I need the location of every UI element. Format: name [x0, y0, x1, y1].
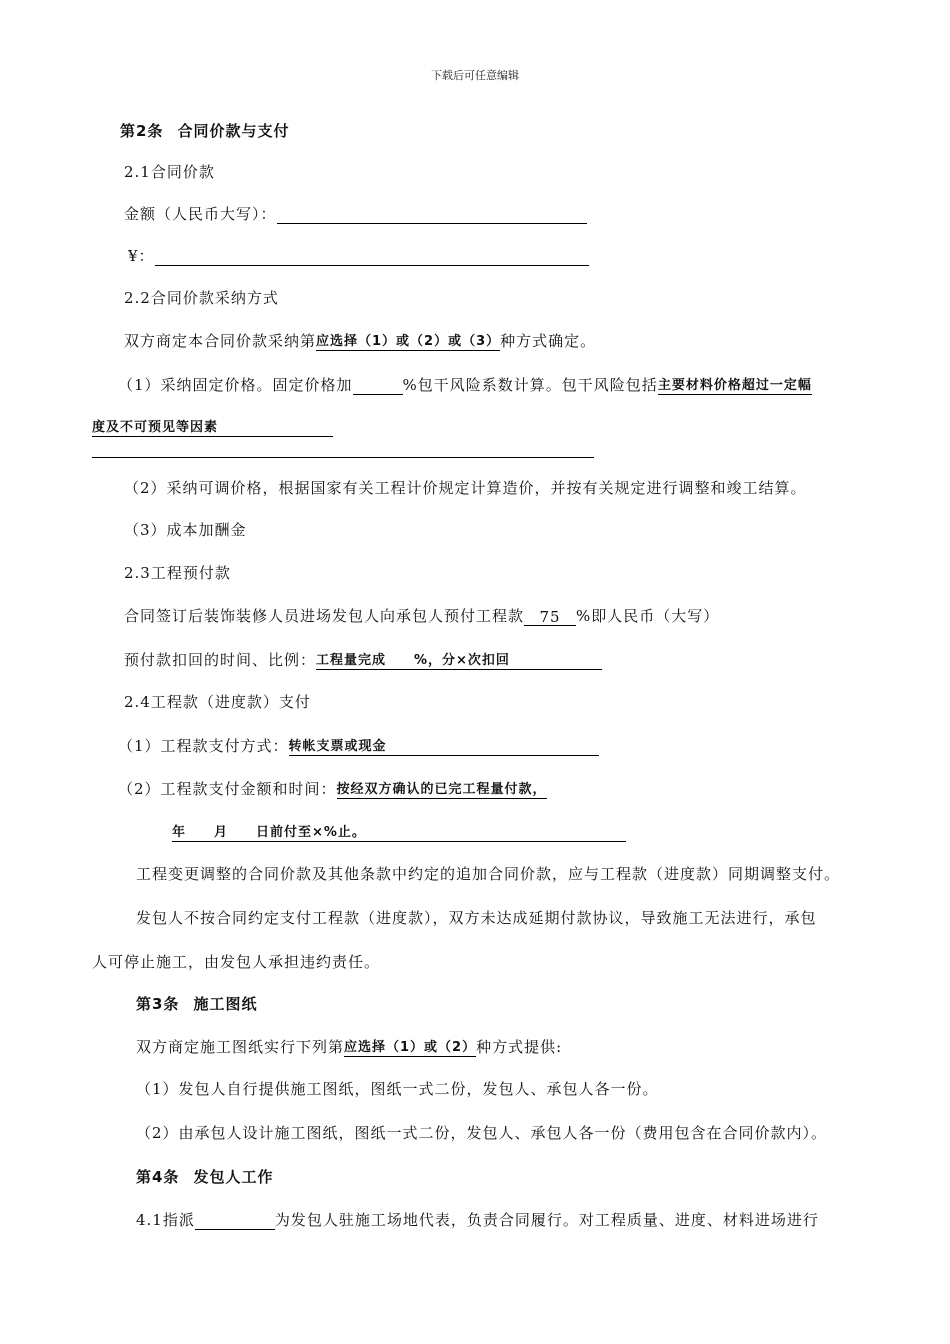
- section-4-title: 发包人工作: [193, 1168, 274, 1186]
- section-3-title: 施工图纸: [193, 995, 258, 1013]
- section-2-heading: [120, 121, 289, 141]
- payment-amount-row: [118, 779, 547, 799]
- prepayment-percent-field[interactable]: 75: [524, 607, 576, 626]
- change-adjustment-paragraph: 工程变更调整的合同价款及其他条款中约定的追加合同价款，应与工程款（进度款）同期调整支付。: [136, 865, 841, 883]
- section-4-heading: [136, 1167, 273, 1187]
- section-4-number: 第4条: [136, 1168, 180, 1186]
- clause-2-4-title: 2.4工程款（进度款）支付: [124, 693, 311, 711]
- clause-4-1-row: [136, 1210, 819, 1230]
- drawings-method-field[interactable]: 应选择（1）或（2）: [344, 1040, 477, 1055]
- yen-field[interactable]: [155, 247, 589, 266]
- clause-2-3-title: 2.3工程预付款: [124, 564, 231, 582]
- price-method-pre: 双方商定本合同价款采纳第: [124, 332, 317, 350]
- amount-label: 金额（人民币大写）：: [124, 205, 277, 223]
- section-3-heading: [136, 994, 257, 1014]
- payment-method-field[interactable]: 转帐支票或现金: [289, 737, 599, 756]
- clause-4-1-pre: 4.1指派: [136, 1211, 195, 1229]
- prepayment-pre: 合同签订后装饰装修人员进场发包人向承包人预付工程款: [124, 607, 525, 625]
- yen-label: ¥：: [128, 247, 155, 265]
- prepayment-post: %即人民币（大写）: [576, 607, 720, 625]
- clause-4-1-post: 为发包人驻施工场地代表，负责合同履行。对工程质量、进度、材料进场进行: [274, 1211, 819, 1229]
- prepayment-row: [124, 606, 719, 626]
- price-method-field[interactable]: 应选择（1）或（2）或（3）: [316, 334, 501, 349]
- drawings-method-post: 种方式提供:: [476, 1038, 563, 1056]
- price-method-row: [124, 331, 596, 351]
- deduction-field[interactable]: 工程量完成 %，分×次扣回: [316, 651, 602, 670]
- representative-field[interactable]: [195, 1211, 275, 1230]
- drawings-option-2: （2）由承包人设计施工图纸，图纸一式二份，发包人、承包人各一份（费用包含在合同价款内）。: [136, 1124, 828, 1142]
- drawings-option-1: （1）发包人自行提供施工图纸，图纸一式二份，发包人、承包人各一份。: [136, 1080, 659, 1098]
- risk-scope-field-2[interactable]: 度及不可预见等因素: [92, 418, 333, 437]
- clause-2-2-title: 2.2合同价款采纳方式: [124, 289, 279, 307]
- section-2-title: 合同价款与支付: [177, 122, 290, 140]
- default-paragraph-line-1: 发包人不按合同约定支付工程款（进度款），双方未达成延期付款协议，导致施工无法进行，承包: [136, 909, 817, 927]
- adjustable-price-option: （2）采纳可调价格，根据国家有关工程计价规定计算造价，并按有关规定进行调整和竣工结算。: [124, 479, 807, 497]
- default-paragraph-line-2: 人可停止施工，由发包人承担违约责任。: [92, 953, 381, 971]
- amount-row: [124, 204, 587, 224]
- price-method-post: 种方式确定。: [500, 332, 597, 350]
- risk-percent-field[interactable]: [353, 376, 403, 395]
- fixed-price-pre: （1）采纳固定价格。固定价格加: [118, 376, 353, 394]
- payment-date-row: [172, 822, 626, 842]
- section-3-number: 第3条: [136, 995, 180, 1013]
- deduction-row: [124, 650, 602, 670]
- payment-method-label: （1）工程款支付方式：: [118, 737, 289, 755]
- deduction-label: 预付款扣回的时间、比例：: [124, 651, 317, 669]
- cost-plus-option: （3）成本加酬金: [124, 521, 247, 539]
- payment-date-field[interactable]: 年 月 日前付至×%止。: [172, 823, 626, 842]
- fixed-price-mid: %包干风险系数计算。包干风险包括: [402, 376, 658, 394]
- payment-amount-field[interactable]: 按经双方确认的已完工程量付款，: [336, 782, 547, 797]
- risk-scope-blank-line[interactable]: [92, 457, 594, 458]
- payment-method-row: [118, 736, 599, 756]
- risk-scope-field-1[interactable]: 主要材料价格超过一定幅: [657, 378, 812, 393]
- drawings-method-pre: 双方商定施工图纸实行下列第: [136, 1038, 345, 1056]
- yen-row: [128, 246, 589, 266]
- clause-2-1-title: 2.1合同价款: [124, 163, 215, 181]
- fixed-price-row: [118, 375, 812, 395]
- drawings-method-row: [136, 1037, 562, 1057]
- amount-field[interactable]: [277, 205, 587, 224]
- fixed-price-row-2: [92, 417, 333, 437]
- section-2-number: 第2条: [120, 122, 164, 140]
- payment-amount-label: （2）工程款支付金额和时间：: [118, 780, 337, 798]
- page-header-note: 下载后可任意编辑: [431, 69, 519, 82]
